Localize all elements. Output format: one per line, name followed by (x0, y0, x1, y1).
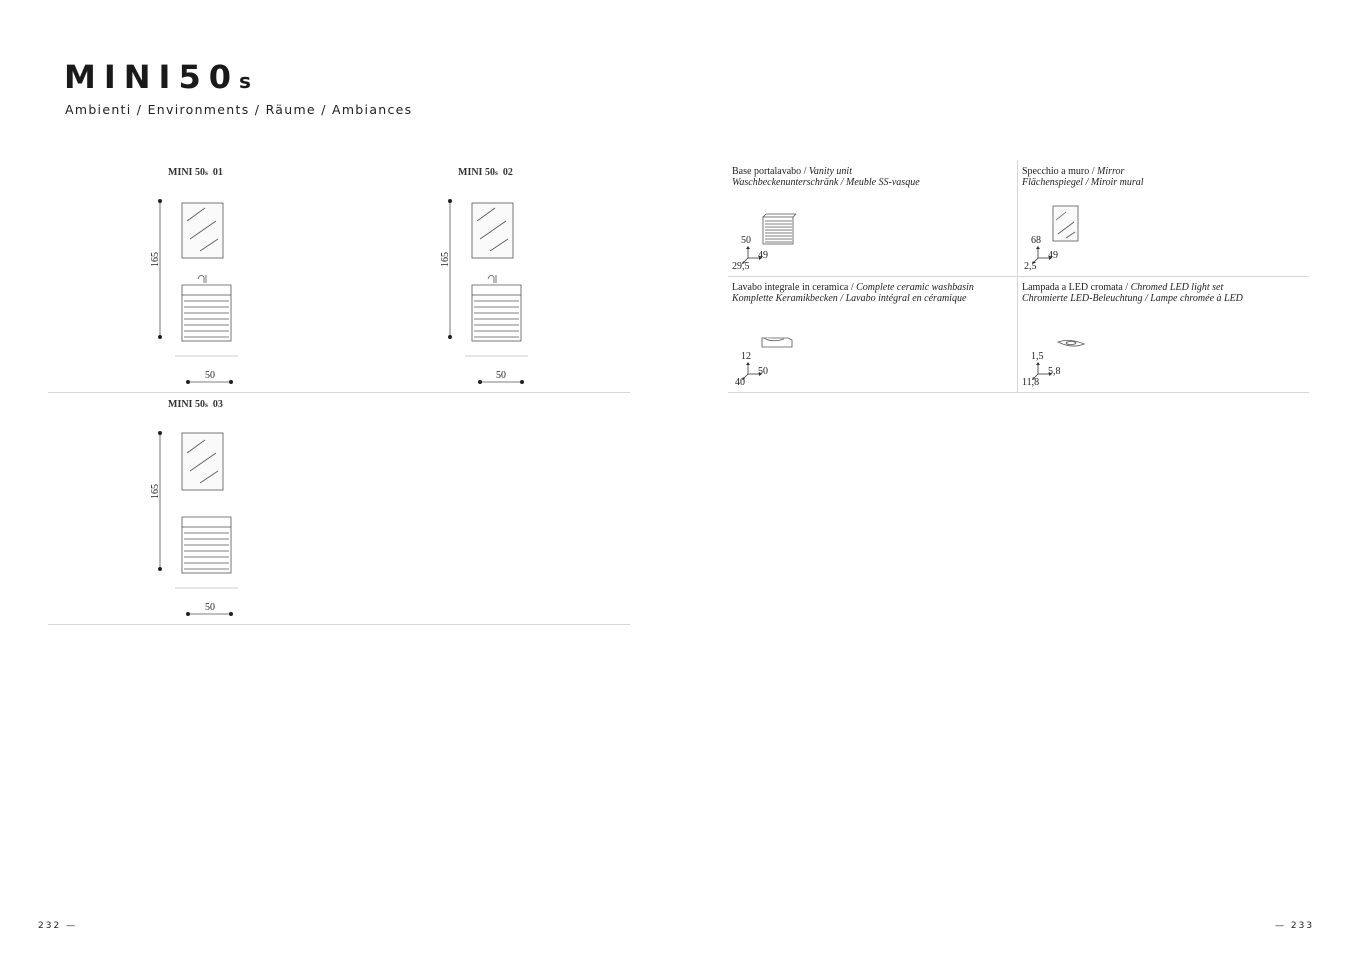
height-dimension: 165 (440, 252, 451, 267)
row-divider (48, 392, 630, 393)
element-name-line1: Base portalavabo / Vanity unit (732, 166, 852, 177)
vanity-unit-drawing (762, 214, 802, 248)
washbasin-drawing (760, 335, 800, 351)
element-name-line2: Waschbeckenunterschränk / Meuble SS-vasque (732, 177, 920, 188)
dimension-depth: 2,5 (1024, 261, 1037, 272)
dimension-width: 50 (758, 366, 768, 377)
composition-03 (150, 399, 350, 629)
dimension-width: 5,8 (1048, 366, 1061, 377)
dimension-width: 49 (1048, 250, 1058, 261)
height-dimension: 165 (150, 252, 161, 267)
dimension-height: 50 (741, 235, 751, 246)
composition-drawing (440, 193, 550, 418)
mirror-drawing (1052, 206, 1082, 246)
dimension-height: 68 (1031, 235, 1041, 246)
row-divider (48, 624, 630, 625)
page-subtitle: Ambienti / Environments / Räume / Ambiances (65, 102, 413, 117)
width-dimension: 50 (496, 370, 506, 381)
dimension-height: 1,5 (1031, 351, 1044, 362)
height-dimension: 165 (150, 484, 161, 499)
element-name-line2: Komplette Keramikbecken / Lavabo intégral en céramique (732, 293, 967, 304)
element-name-line1: Lavabo integrale in ceramica / Complete ceramic washbasin (732, 282, 974, 293)
element-name-line1: Lampada a LED cromata / Chromed LED light set (1022, 282, 1224, 293)
element-vanity-unit (732, 166, 1017, 280)
dimension-depth: 40 (735, 377, 745, 388)
page-number-right: — 233 (1275, 921, 1315, 931)
dimension-height: 12 (741, 351, 751, 362)
element-ceramic-washbasin (732, 282, 1017, 396)
element-led-light (1022, 282, 1307, 396)
page-number-left: 232 — (38, 921, 78, 931)
composition-title: MINI 50s 01 (168, 167, 223, 178)
dimension-depth: 11,8 (1022, 377, 1040, 388)
composition-02 (440, 167, 640, 397)
element-mirror (1022, 166, 1307, 280)
composition-title: MINI 50s 03 (168, 399, 223, 410)
width-dimension: 50 (205, 370, 215, 381)
led-light-drawing (1056, 338, 1090, 352)
element-name-line2: Chromierte LED-Beleuchtung / Lampe chromée à LED (1022, 293, 1243, 304)
dimension-width: 49 (758, 250, 768, 261)
brand-suffix: s (238, 69, 253, 93)
brand-title (64, 58, 253, 96)
element-name-line1: Specchio a muro / Mirror (1022, 166, 1125, 177)
composition-01 (150, 167, 350, 397)
composition-drawing (150, 425, 260, 650)
brand-main: MINI50 (64, 58, 239, 96)
element-name-line2: Flächenspiegel / Miroir mural (1022, 177, 1144, 188)
composition-title: MINI 50s 02 (458, 167, 513, 178)
dimension-depth: 29,5 (732, 261, 750, 272)
composition-drawing (150, 193, 260, 418)
width-dimension: 50 (205, 602, 215, 613)
